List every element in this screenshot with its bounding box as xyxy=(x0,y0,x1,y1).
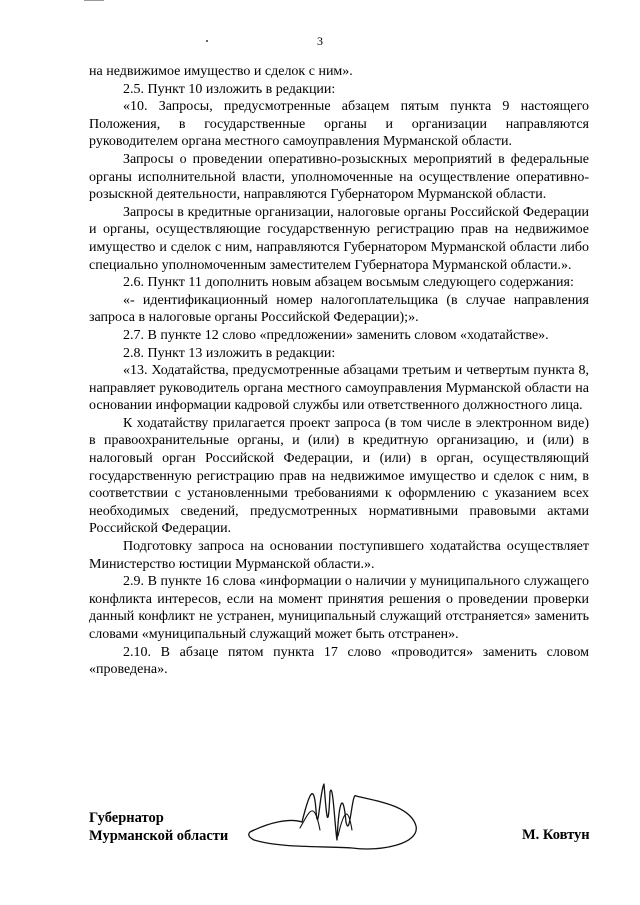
paragraph: 2.6. Пункт 11 дополнить новым абзацем восьмым следующего содержания: xyxy=(123,275,574,291)
signatory-title-line2: Мурманской области xyxy=(89,828,229,844)
paragraph: «10. Запросы, предусмотренные абзацем пятым пункта 9 настоящего Положения, в государственные органы и организации направляются руководителем органа местного самоуправления Мурманской области. xyxy=(89,99,589,150)
signatory-title-line1: Губернатор xyxy=(89,810,164,826)
scan-mark xyxy=(84,0,104,1)
paragraph: К ходатайству прилагается проект запроса (в том числе в электронном виде) в правоохранительные органы, и (или) в кредитную организацию, и (или) в налоговый орган Российской Федерации, и (или) в орган, осуществляющий государственную регистрацию прав на недвижимое имущество и сделок с ним, в соответствии с установленными требованиями к оформлению с указанием всех необходимых сведений, предусмотренных нормативными правовыми актами Российской Федерации. xyxy=(89,415,589,537)
paragraph: 2.9. В пункте 16 слова «информации о наличии у муниципального служащего конфликта интересов, если на момент принятия решения о проведении проверки данный конфликт не устранен, муниципальный служащий отстраняется» заменить словами «муниципальный служащий может быть отстранен». xyxy=(89,574,589,642)
signatory-name: М. Ковтун xyxy=(522,827,590,843)
page-number: 3 xyxy=(317,34,323,48)
paragraph: Запросы в кредитные организации, налоговые органы Российской Федерации и органы, осуществляющие государственную регистрацию прав на недвижимое имущество и сделок с ним, направляются Губернатором Мурманской области либо специально уполномоченным заместителем Губернатора Мурманской области.». xyxy=(89,204,589,273)
paragraph: на недвижимое имущество и сделок с ним». xyxy=(89,64,353,79)
paragraph: 2.8. Пункт 13 изложить в редакции: xyxy=(123,345,336,361)
paragraph: Запросы о проведении оперативно-розыскных мероприятий в федеральные органы исполнительной власти, уполномоченные на осуществление оперативно-розыскной деятельности, направляются Губернатором Мурманской области. xyxy=(89,151,589,203)
handwritten-signature xyxy=(240,770,440,860)
paragraph: Подготовку запроса на основании поступившего ходатайства осуществляет Министерство юстиции Мурманской области.». xyxy=(89,539,589,572)
paragraph: 2.5. Пункт 10 изложить в редакции: xyxy=(123,81,336,97)
paragraph: 2.7. В пункте 12 слово «предложении» заменить словом «ходатайстве». xyxy=(123,327,549,343)
document-body xyxy=(89,63,589,679)
scan-dot xyxy=(206,40,208,42)
paragraph: «13. Ходатайства, предусмотренные абзацами третьим и четвертым пункта 8, направляет руководитель органа местного самоуправления Мурманской области на основании информации кадровой службы или ответственного должностного лица. xyxy=(89,363,589,414)
paragraph: «- идентификационный номер налогоплательщика (в случае направления запроса в налоговые органы Российской Федерации);». xyxy=(89,292,589,326)
paragraph: 2.10. В абзаце пятом пункта 17 слово «проводится» заменить словом «проведена». xyxy=(89,644,589,678)
signatory-title xyxy=(89,809,228,845)
